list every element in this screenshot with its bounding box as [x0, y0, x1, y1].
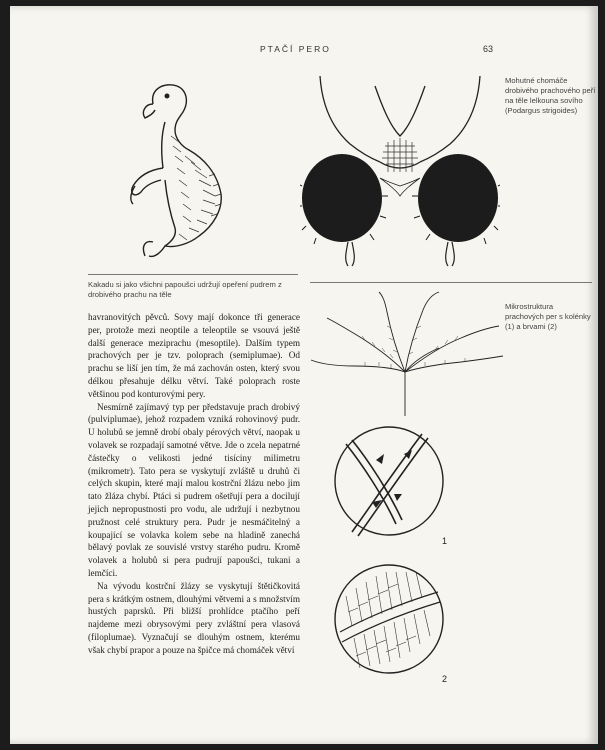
- running-title: PTAČÍ PERO: [260, 44, 331, 54]
- barbule-cilia-diagram: [332, 562, 447, 677]
- figure-label-1: 1: [442, 536, 448, 546]
- body-text: [88, 311, 300, 657]
- caption-rule-left: [88, 274, 298, 275]
- down-feather-illustration: [305, 288, 505, 418]
- body-paragraph: havranovitých pěvců. Sovy mají dokonce tři generace per, protože mezi neoptile a teleoptile se vsouvá ještě další generace meziprachu (mesoptile). Dalším typem prachových per je tzv. poloprach (semiplumae). Od prachu se liší jen tím, že má zachován osten, který svou délkou přesahuje délku větví. Také poloprach roste většinou pod konturovými pery.: [88, 312, 300, 399]
- cockatoo-caption: Kakadu si jako všichni papoušci udržují opeření pudrem z drobivého prachu na těle: [88, 280, 282, 299]
- cockatoo-illustration: [105, 76, 255, 261]
- body-paragraph: Nesmírně zajímavý typ per představuje prach drobivý (pulviplumae), jehož rozpadem vzniká rohovinový pudr. U holubů se jemně drobí obaly pérových větví, naopak u volavek se rozpadají samotné větve. Jde o zcela nepatrné částečky o velikosti jedné tisíciny milimetru (mikrometr). Tato pera se vyskytují zvláště u druhů či celých skupin, které mají malou kostrční žlázu nebo jim tato žláza chybí. Ptáci si pudrem ošetřují pera a docilují jejich nepropustnosti pro vodu, ale udržují i nezbytnou pružnost celé struktury pera. Pudr je nesmáčitelný a koupající se volavka kolem sebe na hladině zanechá bělavý povlak ze souvislé vrstvy starého pudru. Kromě volavek a holubů si pera pudrují papoušci, tukani a lemčíci.: [88, 401, 300, 578]
- microstructure-caption: Mikrostruktura prachových per s kolénky (1) a brvami (2): [505, 302, 591, 331]
- frogmouth-illustration: [300, 66, 500, 271]
- barbule-nodes-diagram: [332, 424, 447, 539]
- book-page: [10, 6, 598, 744]
- page-number: 63: [483, 44, 494, 54]
- frogmouth-caption: Mohutné chomáče drobivého prachového peří na těle lelkouna sovího (Podargus strigoides): [505, 76, 596, 115]
- body-paragraph: Na vývodu kostrční žlázy se vyskytují štětičkovitá pera s krátkým ostnem, dlouhými větvemi a s množstvím hustých paprsků. Při bližší prohlídce ptačího peří najdeme mezi obrysovými pery zvláštní pera vlasová (filoplumae). Vyznačují se dlouhým ostnem, kterému však chybí prapor a pouze na špičce má chomáček větví: [88, 580, 300, 655]
- figure-label-2: 2: [442, 674, 448, 684]
- caption-rule-right: [310, 282, 592, 283]
